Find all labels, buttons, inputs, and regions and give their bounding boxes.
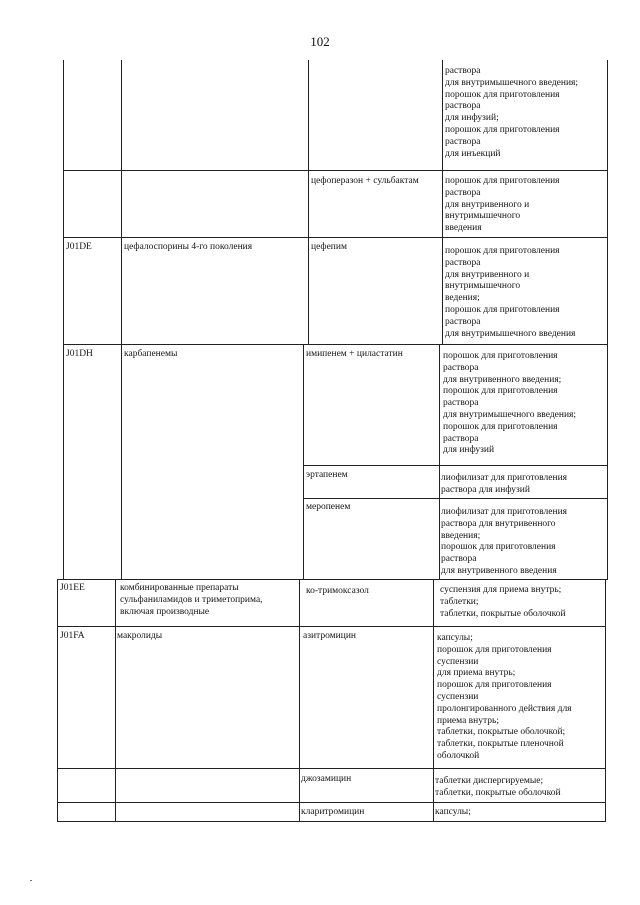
row-divider bbox=[57, 802, 606, 803]
row-divider bbox=[57, 579, 608, 580]
cell-group: комбинированные препараты сульфаниламидов и триметоприма, включая производные bbox=[120, 583, 263, 617]
cell-forms: раствора для внутримышечного введения; порошок для приготовления раствора для инфузий; порошок для приготовления раствора для инъекций bbox=[445, 66, 579, 159]
table-border-right bbox=[605, 580, 606, 822]
column-divider bbox=[115, 580, 116, 822]
cell-substance: цефепим bbox=[311, 242, 347, 252]
cell-forms: капсулы; bbox=[435, 807, 471, 817]
cell-group: макролиды bbox=[117, 631, 163, 641]
cell-substance: кларитромицин bbox=[301, 807, 365, 817]
column-divider bbox=[308, 60, 309, 345]
cell-forms: капсулы; порошок для приготовления суспензии для приема внутрь; порошок для приготовления суспензии пролонгированного действия для приема внутрь; таблетки, покрытые оболочкой; таблетки, покрытые пленочной оболочкой bbox=[437, 633, 572, 761]
column-divider bbox=[303, 345, 304, 580]
cell-substance: азитромицин bbox=[303, 631, 356, 641]
cell-forms: порошок для приготовления раствора для внутривенного и внутримышечного ведения; порошок для приготовления раствора для внутримышечного введения bbox=[445, 246, 576, 339]
table-border-left bbox=[63, 60, 64, 580]
column-divider bbox=[433, 580, 434, 822]
cell-forms: лиофилизат для приготовления раствора для инфузий bbox=[441, 473, 568, 495]
page-number: 102 bbox=[310, 34, 330, 49]
cell-substance: цефоперазон + сульбактам bbox=[311, 176, 419, 186]
cell-code: J01DE bbox=[66, 242, 92, 252]
cell-substance: имипенем + циластатин bbox=[306, 349, 403, 359]
cell-group: цефалоспорины 4-го поколения bbox=[124, 242, 253, 252]
cell-code: J01FA bbox=[60, 631, 85, 641]
cell-forms: таблетки диспергируемые; таблетки, покрытые оболочкой bbox=[435, 776, 561, 798]
cell-substance: меропенем bbox=[306, 502, 351, 512]
cell-forms: порошок для приготовления раствора для внутривенного введения; порошок для приготовления раствора для внутримышечного введения; порошок для приготовления раствора для инфузий bbox=[443, 351, 577, 456]
column-divider bbox=[442, 60, 443, 345]
table-border-left bbox=[57, 580, 58, 822]
table-border-bottom bbox=[57, 821, 606, 822]
row-divider bbox=[63, 344, 608, 345]
column-divider bbox=[299, 580, 300, 822]
cell-substance: ко-тримоксазол bbox=[306, 586, 369, 596]
cell-substance: джозамицин bbox=[301, 774, 352, 784]
scan-speck bbox=[30, 880, 32, 881]
cell-code: J01EE bbox=[60, 583, 85, 593]
column-divider bbox=[439, 345, 440, 580]
column-divider bbox=[121, 60, 122, 580]
cell-code: J01DH bbox=[66, 349, 93, 359]
row-divider bbox=[63, 237, 608, 238]
row-divider bbox=[303, 498, 608, 499]
row-divider bbox=[57, 768, 606, 769]
table-border-right bbox=[607, 60, 608, 580]
cell-forms: порошок для приготовления раствора для внутривенного и внутримышечного введения bbox=[445, 176, 560, 234]
cell-substance: эртапенем bbox=[306, 470, 348, 480]
row-divider bbox=[303, 465, 608, 466]
cell-forms: лиофилизат для приготовления раствора для внутривенного введения; порошок для приготовления раствора для внутривенного введения bbox=[441, 507, 568, 576]
cell-group: карбапенемы bbox=[124, 349, 178, 359]
row-divider bbox=[63, 170, 608, 171]
cell-forms: суспензия для приема внутрь; таблетки; таблетки, покрытые оболочкой bbox=[440, 585, 566, 619]
row-divider bbox=[57, 626, 606, 627]
